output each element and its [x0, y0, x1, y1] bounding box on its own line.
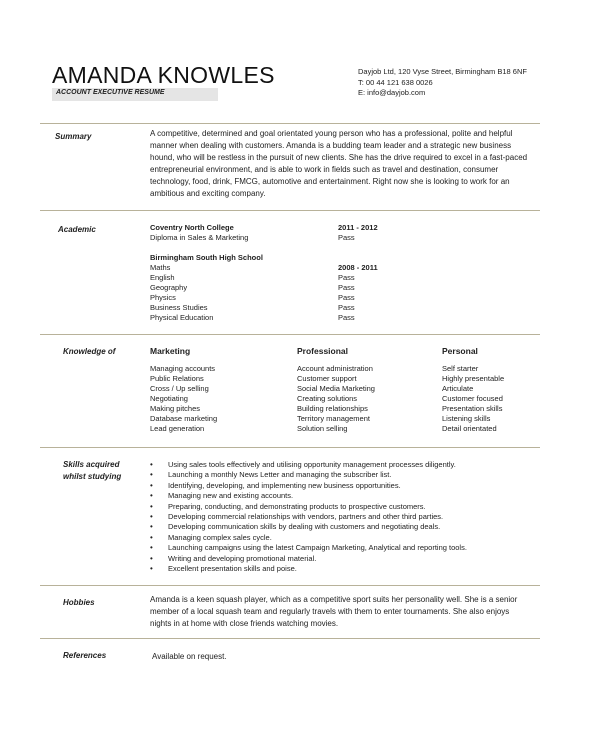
- contact-email: E: info@dayjob.com: [358, 88, 426, 97]
- references-label: References: [63, 651, 107, 660]
- candidate-name: AMANDA KNOWLES: [52, 62, 275, 88]
- divider: [40, 334, 540, 335]
- knowledge-column-title: Personal: [442, 346, 478, 356]
- divider: [40, 585, 540, 586]
- knowledge-column-title: Professional: [297, 346, 349, 356]
- list-item: Database marketing: [150, 414, 218, 423]
- divider: [40, 447, 540, 448]
- divider: [40, 638, 540, 639]
- course-subject: Geography: [150, 283, 188, 292]
- list-item: Lead generation: [150, 424, 205, 433]
- knowledge-list: [297, 364, 375, 434]
- course-result: Pass: [338, 233, 355, 242]
- skills-label-line: Skills acquired: [63, 460, 120, 469]
- hobbies-label: Hobbies: [63, 598, 95, 607]
- course-result: Pass: [338, 303, 355, 312]
- knowledge-list: [150, 364, 217, 434]
- list-item: Public Relations: [150, 374, 204, 383]
- list-item: Articulate: [442, 384, 474, 393]
- school-name: Birmingham South High School: [150, 253, 263, 262]
- course-subject: Physics: [150, 293, 176, 302]
- list-item: • Identifying, developing, and implementing new business opportunities.: [150, 481, 467, 491]
- list-item: Managing accounts: [150, 364, 216, 373]
- contact-block: [358, 67, 527, 99]
- list-item: • Launching campaigns using the latest Campaign Marketing, Analytical and reporting tools.: [150, 543, 467, 553]
- list-item: Creating solutions: [297, 394, 358, 403]
- resume-subtitle: ACCOUNT EXECUTIVE RESUME: [56, 89, 165, 96]
- course-result: Pass: [338, 283, 355, 292]
- list-item: Negotiating: [150, 394, 188, 403]
- course-subject: Physical Education: [150, 313, 214, 322]
- hobbies-text: Amanda is a keen squash player, which as a competitive sport suits her personality well. She is a senior member of a local squash team and regularly travels with them to enter tournaments. She also enjoys nights in at home with close friends watching movies.: [150, 595, 518, 628]
- course-subject: English: [150, 273, 175, 282]
- list-item: • Managing new and existing accounts.: [150, 491, 467, 501]
- list-item: • Launching a monthly News Letter and managing the subscriber list.: [150, 470, 467, 480]
- academic-label: Academic: [58, 225, 96, 234]
- list-item: Solution selling: [297, 424, 348, 433]
- course-subject: Diploma in Sales & Marketing: [150, 233, 249, 242]
- knowledge-label: Knowledge of: [63, 347, 116, 356]
- list-item: • Preparing, conducting, and demonstrating products to prospective customers.: [150, 502, 467, 512]
- list-item: Building relationships: [297, 404, 368, 413]
- list-item: Social Media Marketing: [297, 384, 375, 393]
- list-item: Self starter: [442, 364, 479, 373]
- list-item: • Excellent presentation skills and poise.: [150, 564, 467, 574]
- course-result: Pass: [338, 273, 355, 282]
- list-item: • Developing commercial relationships with vendors, partners and other third parties.: [150, 512, 467, 522]
- list-item: Making pitches: [150, 404, 201, 413]
- school-years: 2008 - 2011: [338, 263, 378, 272]
- knowledge-column-title: Marketing: [150, 346, 191, 356]
- school-name: Coventry North College: [150, 223, 234, 232]
- skills-label-line: whilst studying: [63, 472, 122, 481]
- list-item: Highly presentable: [442, 374, 505, 383]
- list-item: Customer support: [297, 374, 357, 383]
- course-result: Pass: [338, 313, 355, 322]
- summary-text: A competitive, determined and goal orientated young person who has a professional, polite and helpful manner when dealing with customers. Amanda is a budding team leader and a strategic new business hound, who will be restless in the pursuit of new clients. She has the drive required to excel in a fast-paced entrepreneurial environment, and is able to work in fields such as travel and destination, consumer technology, food, drink, FMCG, automotive and entertainment. Right now she is looking to work for an ambitious and exciting company.: [150, 129, 528, 198]
- course-result: Pass: [338, 293, 355, 302]
- list-item: • Writing and developing promotional material.: [150, 554, 467, 564]
- list-item: Account administration: [297, 364, 373, 373]
- course-subject: Maths: [150, 263, 171, 272]
- course-subject: Business Studies: [150, 303, 208, 312]
- list-item: Detail orientated: [442, 424, 497, 433]
- list-item: • Managing complex sales cycle.: [150, 533, 467, 543]
- references-text: Available on request.: [152, 652, 227, 661]
- school-years: 2011 - 2012: [338, 223, 378, 232]
- summary-label: Summary: [55, 132, 92, 141]
- list-item: • Using sales tools effectively and utilising opportunity management processes diligently.: [150, 460, 467, 470]
- divider: [40, 210, 540, 211]
- knowledge-list: [442, 364, 504, 434]
- list-item: • Developing communication skills by dealing with customers and negotiating deals.: [150, 522, 467, 532]
- list-item: Listening skills: [442, 414, 491, 423]
- divider: [40, 123, 540, 124]
- list-item: Territory management: [297, 414, 370, 423]
- list-item: Presentation skills: [442, 404, 503, 413]
- skills-list: [150, 460, 467, 574]
- list-item: Cross / Up selling: [150, 384, 209, 393]
- contact-address: Dayjob Ltd, 120 Vyse Street, Birmingham B18 6NF: [358, 67, 527, 76]
- contact-phone: T: 00 44 121 638 0026: [358, 77, 433, 87]
- skills-label: [63, 459, 121, 483]
- list-item: Customer focused: [442, 394, 503, 403]
